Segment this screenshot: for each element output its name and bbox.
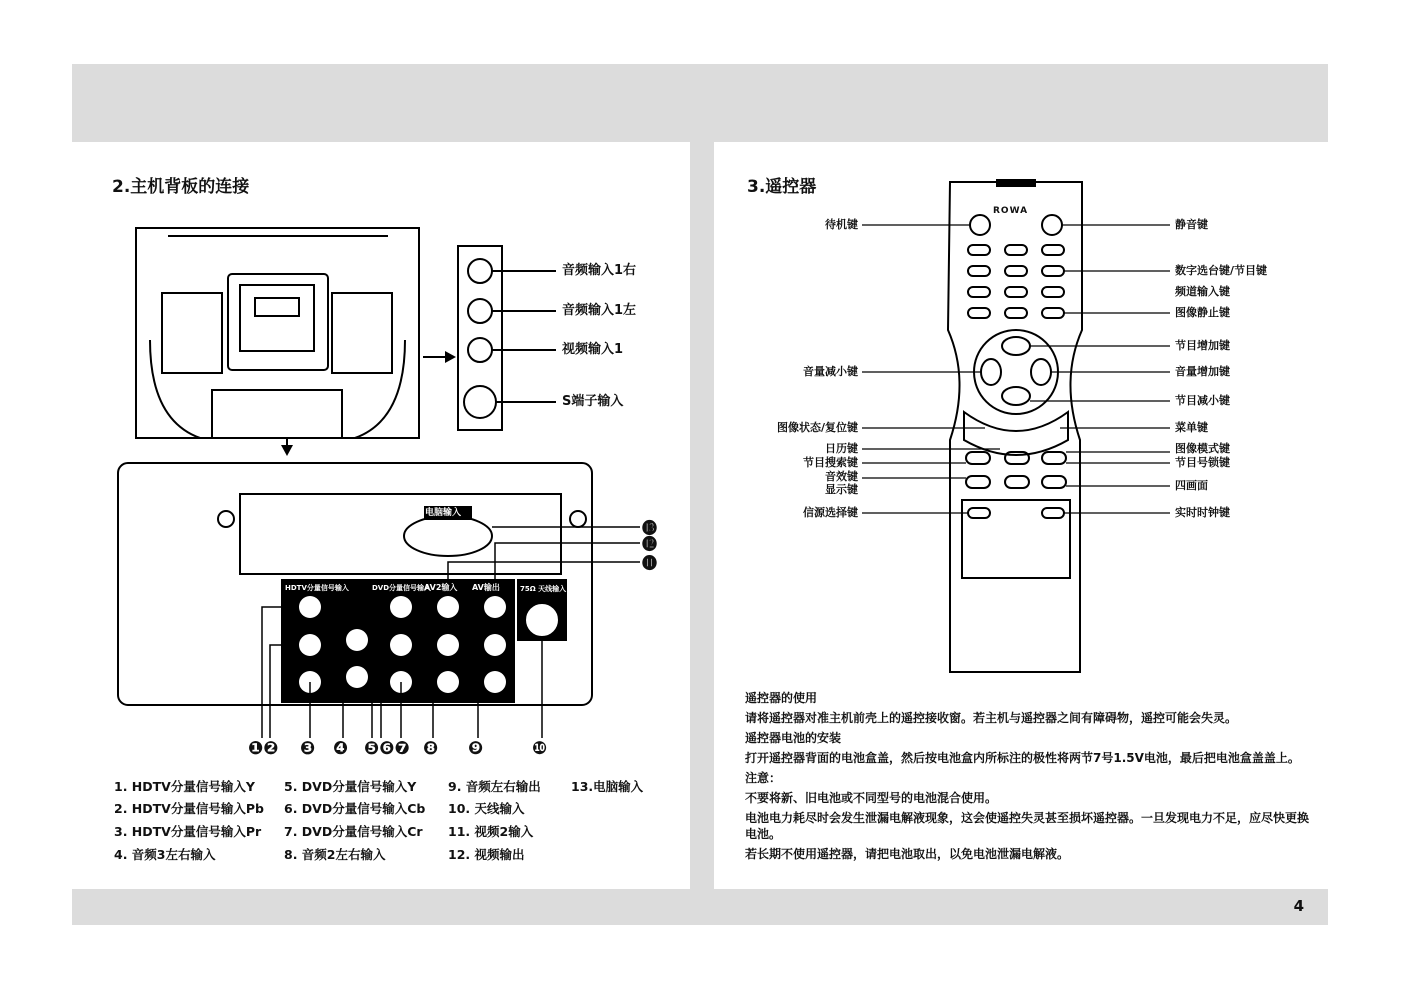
legend-item: 11. 视频2输入 [448,824,534,839]
number-8: ❽ [423,738,439,759]
number-11: ⓫ [642,554,658,572]
legend-item: 3. HDTV分量信号输入Pr [114,824,262,839]
number-1-2: ❶❷ [248,738,279,759]
legend-item: 7. DVD分量信号输入Cr [284,824,423,839]
note-text: 不要将新、旧电池或不同型号的电池混合使用。 [745,791,998,805]
note-text: 打开遥控器背面的电池盒盖，然后按电池盒内所标注的极性将两节7号1.5V电池，最后把电池盒盖盖上。 [745,751,1300,765]
note-heading-caution: 注意： [745,771,782,785]
legend-item: 2. HDTV分量信号输入Pb [114,801,264,816]
section-heading-remote: 3.遥控器 [747,177,817,197]
label-picture-mode-key: 图像模式键 [1175,442,1230,455]
label-program-down-key: 节目减小键 [1175,394,1230,407]
label-quad-screen-key: 四画面 [1175,479,1208,492]
remote-brand-logo: ROWA [993,206,1029,216]
legend-item: 1. HDTV分量信号输入Y [114,779,255,794]
legend-item: 8. 音频2左右输入 [284,847,386,862]
page-number: 4 [1293,897,1304,915]
label-program-search-key: 节目搜索键 [803,456,858,469]
label-volume-down-key: 音量减小键 [803,365,858,378]
label-source-select-key: 信源选择键 [803,506,858,519]
label-program-lock-key: 节目号锁键 [1175,456,1230,469]
label-display-key: 显示键 [825,483,858,496]
number-5-7: ❺❻❼ [364,738,410,759]
note-text: 若长期不使用遥控器，请把电池取出，以免电池泄漏电解液。 [745,847,1070,861]
remote-usage-notes [745,690,1315,866]
label-digit-key: 数字选台键/节目键 [1175,264,1268,277]
tag-avout: AV输出 [472,583,500,592]
number-13: ⓭ [642,519,658,537]
label-audio-in1-left: 音频输入1左 [562,303,637,318]
number-4: ❹ [333,738,349,759]
label-sound-effect-key: 音效键 [825,470,858,483]
label-menu-key: 菜单键 [1175,421,1208,434]
number-3: ❸ [300,738,316,759]
tag-dvd: DVD分量信号输入 [372,584,432,592]
label-volume-up-key: 音量增加键 [1175,365,1230,378]
number-12: ⓬ [642,535,658,553]
note-text: 请将遥控器对准主机前壳上的遥控接收窗。若主机与遥控器之间有障碍物，遥控可能会失灵。 [745,711,1238,725]
legend-item: 5. DVD分量信号输入Y [284,779,417,794]
label-audio-in1-right: 音频输入1右 [562,263,637,278]
number-10: ❿ [532,738,548,759]
label-freeze-key: 图像静止键 [1175,306,1230,319]
section-heading-connections: 2.主机背板的连接 [112,177,250,197]
note-heading-battery: 遥控器电池的安装 [745,731,842,745]
label-clock-key: 实时时钟键 [1175,506,1230,519]
tag-pc-input: 电脑输入 [425,508,462,518]
label-s-video-in: S端子输入 [562,394,624,409]
tag-hdtv: HDTV分量信号输入 [285,584,349,592]
label-standby-key: 待机键 [825,218,858,231]
legend-item: 12. 视频输出 [448,847,525,862]
number-9: ❾ [468,738,484,759]
tag-av2: AV2输入 [424,583,458,592]
legend-item: 6. DVD分量信号输入Cb [284,801,426,816]
label-mute-key: 静音键 [1175,218,1208,231]
legend-item: 4. 音频3左右输入 [114,847,216,862]
note-heading-usage: 遥控器的使用 [745,691,818,705]
tag-antenna: 75Ω 天线输入 [520,585,567,593]
label-video-in1: 视频输入1 [562,342,624,357]
label-picture-state-key: 图像状态/复位键 [776,421,858,434]
label-calendar-key: 日历键 [825,442,858,455]
note-text: 电池电力耗尽时会发生泄漏电解液现象，这会使遥控失灵甚至损坏遥控器。一旦发现电力不足，应尽快更换电池。 [745,811,1310,841]
legend-item: 13.电脑输入 [571,779,644,794]
label-channel-input-key: 频道输入键 [1175,285,1230,298]
label-program-up-key: 节目增加键 [1175,339,1230,352]
legend-item: 9. 音频左右输出 [448,779,541,794]
legend-item: 10. 天线输入 [448,801,525,816]
